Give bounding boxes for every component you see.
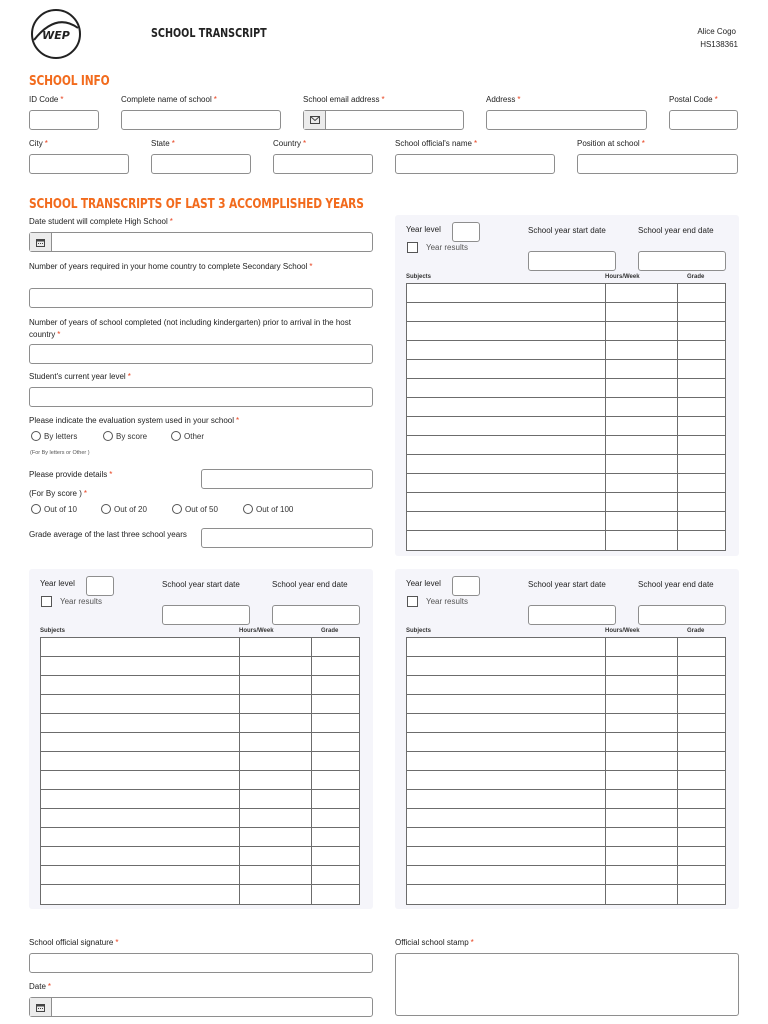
years-required-label: Number of years required in your home country to complete Secondary School *	[29, 262, 313, 271]
start-date-input[interactable]	[528, 251, 616, 271]
subjects-header: Subjects	[40, 628, 66, 634]
position-label: Position at school *	[577, 139, 645, 148]
radio-circle[interactable]	[103, 431, 113, 441]
radio-out-of-10[interactable]: Out of 10	[31, 504, 77, 514]
radio-circle[interactable]	[172, 504, 182, 514]
year-results-checkbox[interactable]	[407, 596, 418, 607]
for-score-label: (For By score ) *	[29, 489, 88, 498]
city-label: City *	[29, 139, 48, 148]
table-row[interactable]	[407, 790, 725, 809]
table-row[interactable]	[407, 638, 725, 657]
radio-circle[interactable]	[31, 504, 41, 514]
student-name: Alice Cogo	[697, 27, 736, 36]
table-row[interactable]	[41, 695, 359, 714]
year-results-checkbox[interactable]	[407, 242, 418, 253]
section-school-info: SCHOOL INFO	[29, 74, 110, 89]
school-name-label: Complete name of school *	[121, 95, 217, 104]
eval-system-label: Please indicate the evaluation system used in your school *	[29, 416, 240, 425]
address-label: Address *	[486, 95, 521, 104]
end-date-input[interactable]	[638, 605, 726, 625]
grade-header: Grade	[321, 628, 339, 634]
years-completed-label: Number of years of school completed (not including kindergarten) prior to arrival in the host country *	[29, 318, 351, 339]
table-row[interactable]	[41, 676, 359, 695]
year-panel-2	[29, 569, 373, 909]
radio-circle[interactable]	[243, 504, 253, 514]
start-date-label: School year start date	[528, 226, 606, 235]
year-level-input[interactable]	[452, 576, 480, 596]
email-icon	[304, 111, 326, 129]
table-row[interactable]	[407, 695, 725, 714]
start-date-label: School year start date	[162, 580, 240, 589]
start-date-input[interactable]	[528, 605, 616, 625]
address-input[interactable]	[486, 110, 647, 130]
table-row[interactable]	[407, 752, 725, 771]
calendar-icon	[30, 998, 52, 1016]
table-row[interactable]	[407, 284, 725, 303]
table-row[interactable]	[41, 752, 359, 771]
table-row[interactable]	[407, 360, 725, 379]
official-name-label: School official's name *	[395, 139, 478, 148]
letters-note: (For By letters or Other )	[30, 450, 90, 456]
grade-header: Grade	[687, 274, 705, 280]
radio-other[interactable]: Other	[171, 431, 204, 441]
year-results-label: Year results	[60, 597, 102, 606]
year-panel-3	[395, 569, 739, 909]
radio-circle[interactable]	[171, 431, 181, 441]
complete-date-label: Date student will complete High School *	[29, 217, 173, 226]
position-input[interactable]	[577, 154, 738, 174]
country-label: Country *	[273, 139, 307, 148]
current-year-label: Student's current year level *	[29, 372, 131, 381]
radio-circle[interactable]	[31, 431, 41, 441]
table-row[interactable]	[407, 493, 725, 512]
signature-label: School official signature *	[29, 938, 119, 947]
table-row[interactable]	[41, 866, 359, 885]
date-input[interactable]	[29, 997, 373, 1017]
year-results-checkbox[interactable]	[41, 596, 52, 607]
details-input[interactable]	[201, 469, 373, 489]
table-row[interactable]	[41, 638, 359, 657]
table-row[interactable]	[407, 866, 725, 885]
state-label: State *	[151, 139, 175, 148]
end-date-label: School year end date	[272, 580, 348, 589]
subjects-header: Subjects	[406, 274, 432, 280]
table-row[interactable]	[407, 657, 725, 676]
year-level-input[interactable]	[452, 222, 480, 242]
table-row[interactable]	[407, 828, 725, 847]
student-id: HS138361	[700, 40, 738, 49]
section-transcripts: SCHOOL TRANSCRIPTS OF LAST 3 ACCOMPLISHED YEARS	[29, 197, 364, 212]
table-row[interactable]	[407, 885, 725, 904]
table-row[interactable]	[407, 341, 725, 360]
date-label: Date *	[29, 982, 52, 991]
table-row[interactable]	[407, 436, 725, 455]
hours-header: Hours/Week	[605, 628, 640, 634]
table-row[interactable]	[41, 809, 359, 828]
table-row[interactable]	[407, 303, 725, 322]
table-row[interactable]	[41, 790, 359, 809]
table-row[interactable]	[41, 828, 359, 847]
table-row[interactable]	[407, 322, 725, 341]
radio-by-score[interactable]: By score	[103, 431, 147, 441]
table-row[interactable]	[41, 885, 359, 904]
years-required-input[interactable]	[29, 288, 373, 308]
complete-date-input[interactable]	[29, 232, 373, 252]
subjects-header: Subjects	[406, 628, 432, 634]
year-level-label: Year level	[406, 579, 441, 588]
table-row[interactable]	[407, 417, 725, 436]
current-year-input[interactable]	[29, 387, 373, 407]
country-input[interactable]	[273, 154, 373, 174]
table-row[interactable]	[407, 512, 725, 531]
stamp-input[interactable]	[395, 953, 739, 1016]
wep-logo	[28, 8, 84, 60]
end-date-input[interactable]	[272, 605, 360, 625]
table-row[interactable]	[41, 657, 359, 676]
postal-code-input[interactable]	[669, 110, 738, 130]
radio-by-letters[interactable]: By letters	[31, 431, 77, 441]
year-results-label: Year results	[426, 243, 468, 252]
city-input[interactable]	[29, 154, 129, 174]
table-row[interactable]	[407, 676, 725, 695]
table-row[interactable]	[41, 771, 359, 790]
table-row[interactable]	[407, 809, 725, 828]
table-row[interactable]	[41, 714, 359, 733]
table-row[interactable]	[407, 474, 725, 493]
radio-out-of-20[interactable]: Out of 20	[101, 504, 147, 514]
table-row[interactable]	[41, 847, 359, 866]
stamp-label: Official school stamp *	[395, 938, 474, 947]
table-row[interactable]	[407, 847, 725, 866]
year-results-label: Year results	[426, 597, 468, 606]
table-row[interactable]	[407, 455, 725, 474]
table-row[interactable]	[407, 733, 725, 752]
radio-out-of-100[interactable]: Out of 100	[243, 504, 293, 514]
id-code-label: ID Code *	[29, 95, 64, 104]
id-code-input[interactable]	[29, 110, 99, 130]
table-row[interactable]	[407, 771, 725, 790]
table-row[interactable]	[41, 733, 359, 752]
year-level-label: Year level	[406, 225, 441, 234]
radio-circle[interactable]	[101, 504, 111, 514]
grade-header: Grade	[687, 628, 705, 634]
table-row[interactable]	[407, 398, 725, 417]
end-date-label: School year end date	[638, 226, 714, 235]
year-level-label: Year level	[40, 579, 75, 588]
table-row[interactable]	[407, 531, 725, 550]
signature-input[interactable]	[29, 953, 373, 973]
school-name-input[interactable]	[121, 110, 281, 130]
school-email-label: School email address *	[303, 95, 385, 104]
state-input[interactable]	[151, 154, 251, 174]
grade-average-input[interactable]	[201, 528, 373, 548]
official-name-input[interactable]	[395, 154, 555, 174]
table-row[interactable]	[407, 714, 725, 733]
page-title: SCHOOL TRANSCRIPT	[151, 26, 267, 40]
subjects-table	[406, 637, 726, 905]
subjects-table	[40, 637, 360, 905]
subjects-table	[406, 283, 726, 551]
hours-header: Hours/Week	[239, 628, 274, 634]
years-completed-input[interactable]	[29, 344, 373, 364]
grade-average-label: Grade average of the last three school years	[29, 530, 187, 539]
details-label: Please provide details *	[29, 470, 113, 479]
start-date-input[interactable]	[162, 605, 250, 625]
calendar-icon	[30, 233, 52, 251]
year-level-input[interactable]	[86, 576, 114, 596]
start-date-label: School year start date	[528, 580, 606, 589]
end-date-label: School year end date	[638, 580, 714, 589]
year-panel-1	[395, 215, 739, 556]
table-row[interactable]	[407, 379, 725, 398]
hours-header: Hours/Week	[605, 274, 640, 280]
postal-code-label: Postal Code *	[669, 95, 718, 104]
end-date-input[interactable]	[638, 251, 726, 271]
school-email-input[interactable]	[303, 110, 464, 130]
logo-text: WEP	[42, 29, 70, 42]
radio-out-of-50[interactable]: Out of 50	[172, 504, 218, 514]
